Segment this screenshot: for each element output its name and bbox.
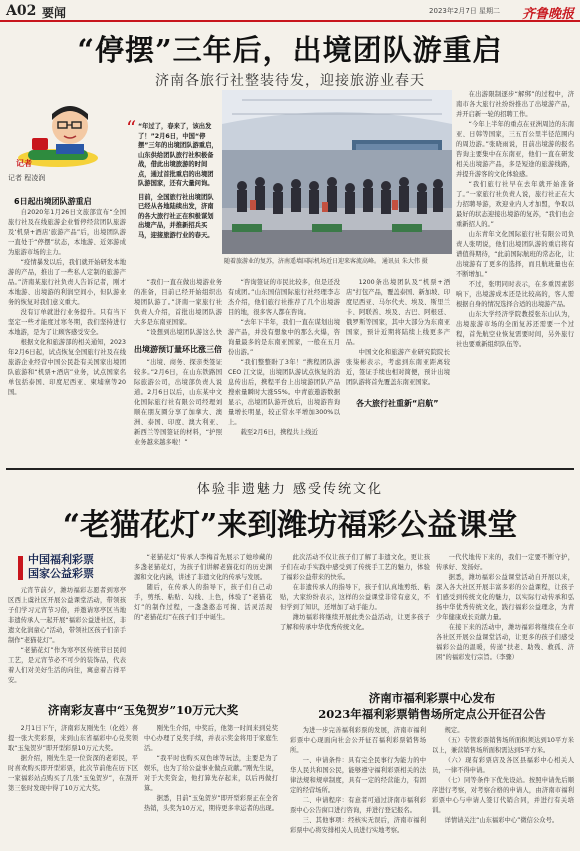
- photo-caption: 随着旅游业的复苏，济南遥墙国际机场近日迎来客流高峰。 通讯员 朱大伟 摄: [224, 258, 428, 265]
- article-3-column-2: [144, 724, 278, 846]
- page-number: A02: [6, 3, 37, 19]
- paragraph: 据悉，潍坊福彩公益课堂活动自开展以来，深入各大社区开展丰富多彩的公益课程，让孩子们感受到传统文化的魅力，以实际行动传承和弘扬中华优秀传统文化，践行福彩公益理念，为青少年健康成长贡献力量。: [436, 574, 574, 621]
- paragraph: 自2020年1月26日文旅部宣布“全国旅行社及在线旅游企业暂停经营团队旅游及‘机票+酒店’旅游产品”后，出境团队游一直处于“停摆”状态，本地游、近郊游成为旅游市场的主力。: [8, 209, 126, 256]
- paragraph: “我们一直在做出境游业务的准备，目前已经开始组织出境团队游了。”济南一家旅行社负责人介绍，首批出境团队游大多是东南亚国家。: [134, 279, 222, 326]
- paragraph: 详情请关注“山东福彩中心”微信公众号。: [444, 817, 559, 824]
- paragraph: “老猫花灯”传承人李梅首先展示了她珍藏的多盏老猫花灯，为孩子们讲解老猫花灯的历史渊源和文化内涵，讲述了非遗文化的传承与发展。: [134, 554, 272, 581]
- section-divider: [6, 468, 574, 470]
- paragraph: 载至2月6日，携程共上线近: [240, 429, 318, 436]
- paragraph: “出境、商务、探亲类签证较多。”2月6日，在山东铁路国际旅游公司，出境部负责人说道。2月6日以后，山东某中文化国际旅行社有限公司经理刘顺在朋友圈分享了加拿大、澳洲、泰国、印度、澳大利亚、新西兰等国签证的材料，“护照业务越来越多啦！”: [134, 359, 222, 446]
- article-3-column-1: [8, 724, 138, 846]
- subhead-2: 出境游预订量环比涨三倍: [134, 345, 222, 354]
- subhead-3: 各大旅行社重新“启航”: [356, 399, 439, 408]
- byline: 记者 程凌润: [8, 174, 46, 182]
- paragraph: 不过，张明同时表示，在多重因素影响下，出境游成本还是比较高的，客人需根据自身的情况选择合适的出境游产品。: [456, 281, 574, 308]
- paragraph: “我们整整盼了3年！”携程团队游CEO 江文说，出境团队游试点恢复的消息传出后，携程平台上出境游团队产品搜索量瞬时大涨55%。中青旅遨游数据显示，出境团队游开放后，出境游咨询量增长明显，较正常水平增加300%以上。: [228, 359, 340, 426]
- article-4-headline-line-1: 济南市福利彩票中心发布: [368, 691, 496, 705]
- paragraph: 此次活动不仅让孩子们了解了非遗文化，更让孩子们在动手实践中感受到了传统手工艺的魅力，体验了福彩公益带来的快乐。: [280, 554, 430, 581]
- paragraph: 根据文化和旅游部的相关通知，2023年2月6日起，试点恢复全国旅行社及在线旅游企业经营中国公民赴有关国家出境团队旅游和“机票+酒店”业务，试点国家名单包括泰国、印度尼西亚、柬埔寨等20国。: [8, 339, 126, 396]
- paragraph: 规定。: [444, 727, 464, 734]
- column-tag-line-2: 国家公益彩票: [28, 567, 94, 580]
- column-tag-bar: [18, 556, 23, 580]
- paragraph: 随后，在传承人的指导下，孩子们自己动手，剪纸、粘贴、勾线、上色，体验了“老猫花灯”的制作过程，一盏盏憨态可掬、活灵活现的“老猫花灯”在孩子们手中诞生。: [134, 584, 272, 621]
- paragraph: “去年下半年，我们一直在谋划出境游产品，并没有想象中的那么火爆，咨询量最多的是东南亚国家，一般在五月份出游。”: [228, 319, 340, 356]
- section-name: 要闻: [42, 6, 67, 20]
- article-2-kicker: 体验非遗魅力 感受传统文化: [196, 482, 384, 497]
- paragraph: 一、申请条件：具有完全民事行为能力的中华人民共和国公民，能够遵守福利彩票相关的法律法规和规章制度，具有一定的经营能力，有固定的经营场所。: [290, 757, 426, 794]
- subhead-1: 6日起出境团队游重启: [14, 197, 92, 206]
- quote-mark-icon: “: [126, 116, 137, 140]
- paragraph: “今年上半年的重点在亚洲周边的东南亚、日韩等国家，三五百公里半径范围内的周边游。”张晓雨说，目前出境游的报名咨询主要集中在东南亚，他们一直在研发相关出境游产品，多是短途的旅游线路，并提升游客的文化体验感。: [456, 121, 574, 178]
- paragraph: 山东大学经济学院教授张东山认为，出境旅游市场的全面复苏还需要一个过程，首先航空业恢复需要时间，另外旅行社也要重新组织队伍等。: [456, 311, 574, 348]
- article-1-column-1: [8, 208, 126, 464]
- paragraph: 在出游限制逐步“解绑”的过程中，济南市各大旅行社纷纷推出了出境游产品，并开启新一轮的招聘工作。: [456, 91, 574, 118]
- paragraph: 在非遗传承人的指导下，孩子们认真地剪纸、粘贴，大家纷纷表示，这样的公益课堂非常有意义，不但学到了知识，还增加了动手能力。: [280, 584, 430, 611]
- svg-text:记者: 记者: [16, 159, 32, 168]
- paragraph: 没有订单就进行业务提升。只有当下坚定一些才能度过寒冬期，我们坚持进行本地游，是为了让顾客感受安全。: [8, 309, 126, 336]
- airport-crowd-photo: [222, 90, 452, 254]
- article-1-column-4: [228, 278, 340, 464]
- article-1-column-3: [134, 358, 222, 464]
- paragraph: “我平时也购买双色球等玩法，主要是为了娱乐，也为了给公益事业做点贡献。”刚先生说，对于大奖资金，他打算先存起来，以后再做打算。: [144, 755, 278, 792]
- paragraph: 为进一步完善福利彩票的发展，济南市福利彩票中心现面向社会公开征召福利彩票销售场所。: [290, 727, 426, 754]
- article-2-headline: “老猫花灯”来到潍坊福彩公益课堂: [62, 508, 518, 543]
- article-1-column-6: [456, 90, 574, 464]
- paragraph: 一代代地传下来的，我们一定要不断守护，传承好、发扬好。: [436, 554, 574, 571]
- paragraph: 潍坊福彩将继续开展此类公益活动，让更多孩子了解和传承中华优秀传统文化。: [280, 614, 430, 631]
- paragraph: 2月1日下午，济南彩友刚先生（化姓）喜提一张大奖彩票，来到山东省福彩中心兑奖领取“玉兔贺岁”即开型彩票10万元大奖。: [8, 725, 138, 752]
- paragraph: 在接下来的活动中，潍坊福彩将继续在全市各社区开展公益课堂活动，让更多的孩子们感受福彩公益的温暖，传递“扶老、助残、救孤、济困”的福彩发行宗旨。（李骤）: [436, 624, 574, 661]
- article-1-headline: “停摆”三年后，出境团队游重启: [77, 33, 503, 67]
- issue-date: 2023年2月7日 星期二: [429, 7, 500, 15]
- article-1-column-2: [134, 278, 222, 338]
- paragraph: 山东青年文化国际旅行社有限公司负责人张明说，他们出境团队游的重启将有谱值得期待，“此前国际航班的常态化，让出境游有了更多的选择，而且航班量也在不断增加。”: [456, 231, 574, 278]
- paragraph: 1200条出境团队及“机票+酒店”打包产品，覆盖泰国、新加坡、印度尼西亚、马尔代夫、埃及、斯里兰卡、阿联酋、埃及、古巴、阿根廷、俄罗斯等国家，其中大部分为东南亚国家，预计近期将陆续上线更多产品。: [346, 279, 450, 346]
- paragraph: “我们旅行社早在去年就开始准备了。”一家旅行社负责人说，旅行社正在大力招聘导游，欢迎业内人才加盟，争取以最好的状态迎接出境游的复苏，“我们也会重新招人的。”: [456, 181, 574, 228]
- lead-quote-text: “年过了，春来了，该出发了！”2月6日，中国“停摆”三年的出境团队游重启，山东供给团队旅行社积极备战，借此出境旅游的时间点，通过首批重启的出境团队游国家，还有大量问询。: [138, 123, 218, 187]
- article-2-column-2: [134, 553, 272, 684]
- paragraph: “疫情暴发以后，我们就开始研发本地游的产品，推出了一些私人定制的旅游产品。”济南某旅行社负责人告诉记者，刚才本地游、出境游的利润空间小，但队游业务的恢复对我们意义重大。: [8, 259, 126, 306]
- reporter-cartoon-icon: [8, 100, 108, 170]
- paragraph: 据介绍，刚先生是一位资深的老彩民，平时喜欢购买即开型彩票，此次节前他在历下区一家福彩站点购买了几张“玉兔贺岁”，在刮开第三张时发现中得了10万元大奖。: [8, 755, 138, 792]
- paragraph: （七）同等条件下优先设站。按照申请先后顺序进行考察，对考察合格的申请人，由济南市福利彩票中心与申请人签订代销合同，并进行有关培训。: [432, 777, 574, 814]
- article-1-subheadline: 济南各旅行社整装待发，迎接旅游业春天: [155, 73, 425, 89]
- column-tag-line-1: 中国福利彩票: [28, 553, 94, 566]
- paragraph: 三、其他事项：经核实无误后，济南市福利彩票中心将安排相关人员进行实地考察。: [290, 817, 426, 834]
- paragraph: “咨询签证的市民比较多，但是还没有成团。”山东国信国际旅行社经理李志杰介绍，他们旅行社推荐了几个出境游目的地，很多客人都在咨询。: [228, 279, 340, 316]
- article-1-column-5: [346, 278, 450, 390]
- lead-quote: [138, 122, 218, 274]
- paragraph: 二、申请程序：有意者可通过济南市福利彩票中心公告窗口进行咨询，并进行登记报名。: [290, 797, 426, 814]
- article-2-column-1: [8, 586, 126, 684]
- lead-quote-text-2: 目前，全国旅行社出境团队已经从各地陆续出发，济南的各大旅行社正在积极谋划出境产品，并推新招兵买马，迎接旅游行业的春天。: [138, 193, 214, 239]
- column-tag: [28, 553, 94, 581]
- paragraph: “老猫花灯”作为寒亭区传统节日民间工艺，是元宵节必不可少的装饰品，代表着人们对美好生活的向往，寓意着吉祥平安。: [8, 647, 126, 684]
- article-4-column-1: [290, 726, 426, 846]
- article-4-column-2: [432, 726, 574, 846]
- paragraph: （六）现有彩票店及各区县福彩中心相关人员，一律不得申请。: [432, 757, 574, 774]
- paragraph: 刚先生介绍，中奖后，他第一时间来到兑奖中心办理了兑奖手续，并表示奖金将用于家庭生活。: [144, 725, 278, 752]
- article-2-column-4: [436, 553, 574, 684]
- article-4-headline-line-2: 2023年福利彩票销售场所定点公开征召公告: [318, 707, 546, 721]
- paragraph: 元宵节前夕，潍坊福彩志愿者到寒亭区西上虞社区开展公益课堂活动，带领孩子们学习元宵节习俗，并邀请寒亭区当地非遗传承人一起开展“福彩公益进社区，非遗文化润童心”活动，带领社区孩子们亲手制作“老猫花灯”。: [8, 587, 126, 644]
- paragraph: 据悉，目前“玉兔贺岁”即开型彩票正在全省热销，头奖为10万元，期待更多幸运者的出现。: [144, 795, 278, 812]
- article-2-column-3: [280, 553, 430, 684]
- article-3-headline: 济南彩友喜中“玉兔贺岁”10万元大奖: [47, 703, 239, 717]
- paragraph: （五）专管彩票销售场所面积须达到10平方米以上，兼营销售场所面积需达到5平方米。: [432, 737, 574, 754]
- paragraph: “设想到出境团队游这么快: [146, 329, 222, 336]
- article-4-headline: [290, 690, 574, 722]
- paragraph: 中国文化和旅游产业研究院院长张柒彬表示，考虑到东南亚距离较近，签证手续也相对简便，预计出境团队游将首先覆盖东南亚国家。: [346, 349, 450, 386]
- page-header: [0, 0, 580, 22]
- newspaper-logo: 齐鲁晚报: [521, 7, 574, 22]
